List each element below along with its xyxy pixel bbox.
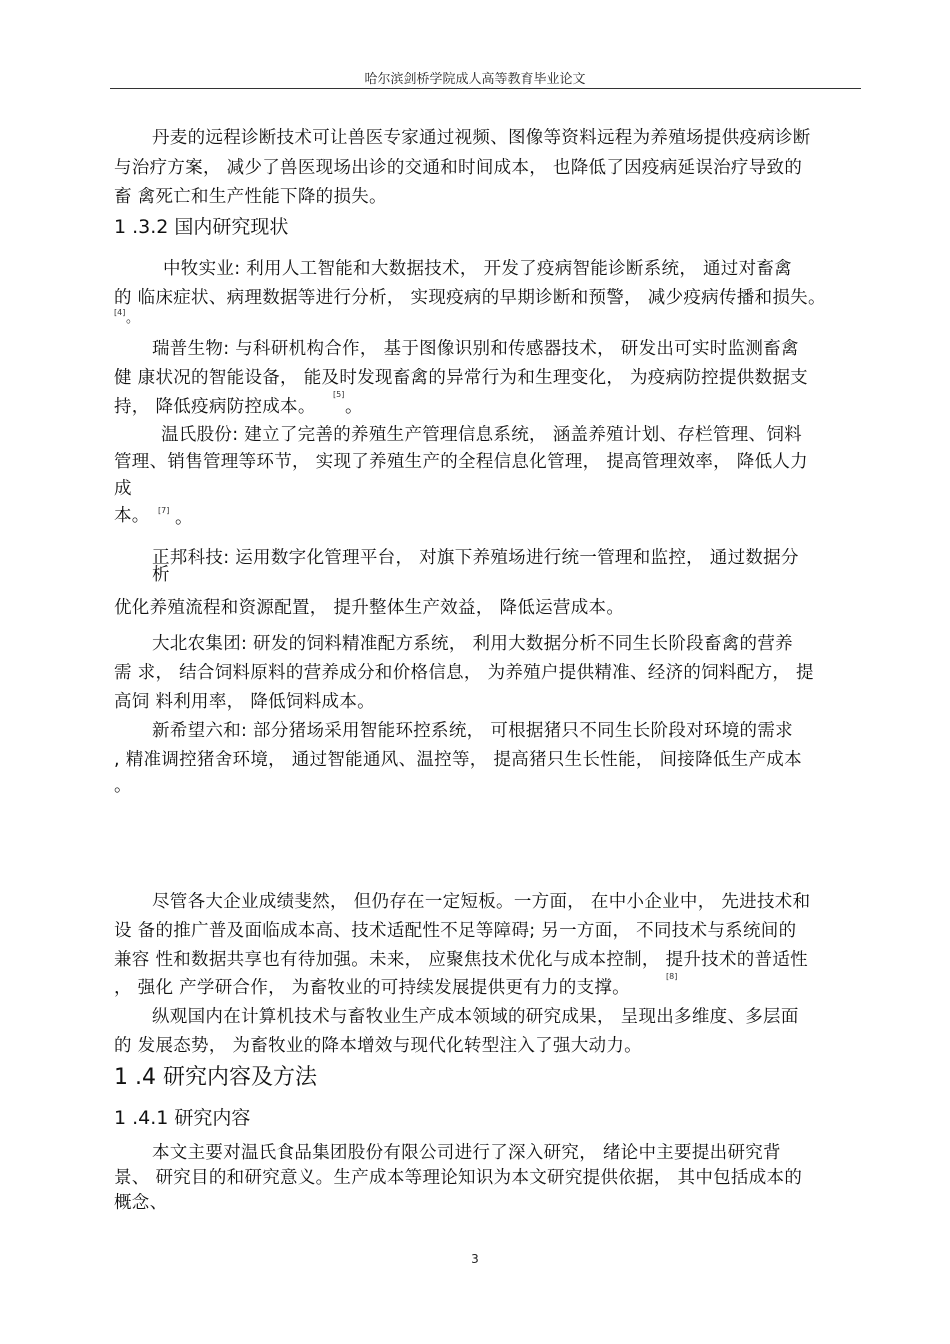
page-number: 3 <box>471 1252 479 1266</box>
body-line: 与治疗方案， 减少了兽医现场出诊的交通和时间成本， 也降低了因疫病延误治疗导致的 <box>114 158 803 178</box>
citation-ref: [5] <box>333 390 345 399</box>
body-line: 需 求， 结合饲料原料的营养成分和价格信息， 为养殖户提供精准、经济的饲料配方， 提 <box>114 663 814 683</box>
body-line: 优化养殖流程和资源配置， 提升整体生产效益， 降低运营成本。 <box>114 598 625 618</box>
section-heading-1-4-1: 1 .4.1 研究内容 <box>114 1107 251 1129</box>
body-line: 健 康状况的智能设备， 能及时发现畜禽的异常行为和生理变化， 为疫病防控提供数据支 <box>114 368 808 388</box>
section-heading-1-4: 1 .4 研究内容及方法 <box>114 1065 317 1090</box>
body-line: 持， 降低疫病防控成本。 <box>114 397 316 417</box>
body-line: 正邦科技: 运用数字化管理平台， 对旗下养殖场进行统一管理和监控， 通过数据分 <box>152 548 799 568</box>
body-line: 温氏股份: 建立了完善的养殖生产管理信息系统， 涵盖养殖计划、存栏管理、饲料 <box>161 425 802 445</box>
body-line: 管理、销售管理等环节， 实现了养殖生产的全程信息化管理， 提高管理效率， 降低人力 <box>114 452 808 472</box>
body-line: ， 强化 产学研合作， 为畜牧业的可持续发展提供更有力的支撑。 <box>114 978 630 998</box>
body-line: 概念、 <box>114 1193 168 1213</box>
body-line: 设 备的推广普及面临成本高、技术适配性不足等障碍; 另一方面， 不同技术与系统间的 <box>114 921 797 941</box>
body-line: 尽管各大企业成绩斐然， 但仍存在一定短板。一方面， 在中小企业中， 先进技术和 <box>152 892 811 912</box>
citation-ref: [8] <box>666 972 678 981</box>
body-line: 景、 研究目的和研究意义。生产成本等理论知识为本文研究提供依据， 其中包括成本的 <box>114 1168 803 1188</box>
body-line: , 精准调控猪舍环境， 通过智能通风、温控等， 提高猪只生长性能， 间接降低生产成本 <box>114 750 802 770</box>
body-line: 大北农集团: 研发的饲料精准配方系统， 利用大数据分析不同生长阶段畜禽的营养 <box>152 634 793 654</box>
body-line: 瑞普生物: 与科研机构合作， 基于图像识别和传感器技术， 研发出可实时监测畜禽 <box>152 339 799 359</box>
body-line: 中牧实业: 利用人工智能和大数据技术， 开发了疫病智能诊断系统， 通过对畜禽 <box>163 259 792 279</box>
body-line: 。 <box>175 508 193 528</box>
body-line: 高饲 料利用率， 降低饲料成本。 <box>114 692 375 712</box>
body-line: 成 <box>114 479 132 499</box>
body-line: 。 <box>114 776 132 796</box>
body-line: 本文主要对温氏食品集团股份有限公司进行了深入研究， 绪论中主要提出研究背 <box>152 1143 781 1163</box>
citation-ref: [4] <box>114 308 126 317</box>
body-line: 。 <box>345 397 363 417</box>
body-line: 本。 <box>114 506 150 526</box>
header-rule <box>110 88 861 89</box>
body-line: 的 发展态势， 为畜牧业的降本增效与现代化转型注入了强大动力。 <box>114 1036 642 1056</box>
citation-ref: [7] <box>158 506 170 515</box>
body-line: 兼容 性和数据共享也有待加强。未来， 应聚焦技术优化与成本控制， 提升技术的普适性 <box>114 950 808 970</box>
body-line: 纵观国内在计算机技术与畜牧业生产成本领域的研究成果， 呈现出多维度、多层面 <box>152 1007 799 1027</box>
body-line: 新希望六和: 部分猪场采用智能环控系统， 可根据猪只不同生长阶段对环境的需求 <box>152 721 793 741</box>
body-line: 的 临床症状、病理数据等进行分析， 实现疫病的早期诊断和预警， 减少疫病传播和损失。 <box>114 288 826 308</box>
running-header: 哈尔滨剑桥学院成人高等教育毕业论文 <box>364 72 586 87</box>
body-line: 畜 禽死亡和生产性能下降的损失。 <box>114 187 387 207</box>
body-line: 。 <box>126 311 140 326</box>
body-line: 析 <box>152 565 170 585</box>
section-heading-1-3-2: 1 .3.2 国内研究现状 <box>114 216 289 238</box>
body-line: 丹麦的远程诊断技术可让兽医专家通过视频、图像等资料远程为养殖场提供疫病诊断 <box>152 128 811 148</box>
